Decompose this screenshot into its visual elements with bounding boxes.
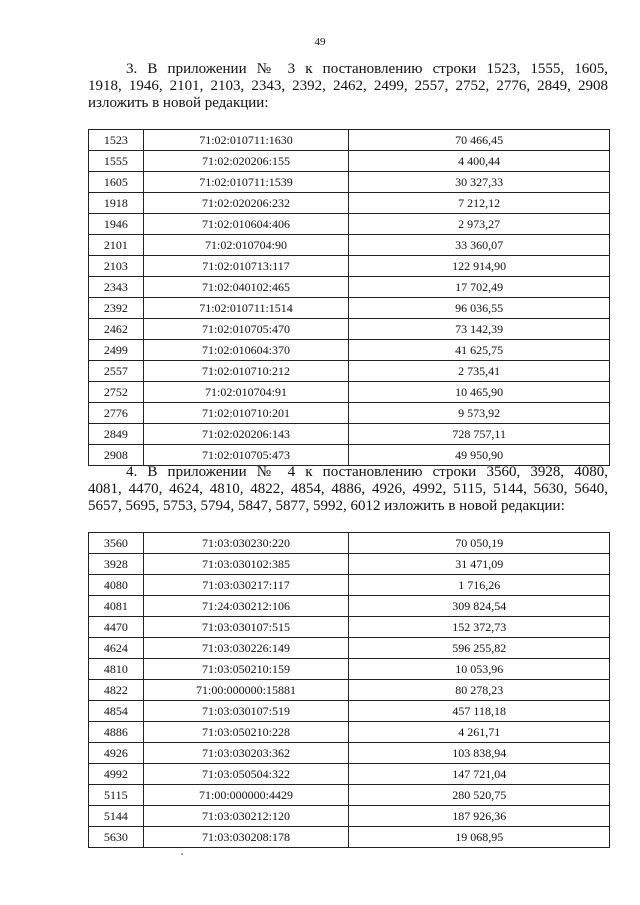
row-number-cell: 4810 [89,659,144,680]
table-row [89,617,610,638]
section-4-paragraph [88,464,608,515]
cadastral-number-cell: 71:02:010705:470 [143,319,349,340]
table-row [89,596,610,617]
section-3-table [88,129,610,466]
cadastral-number-cell: 71:03:030203:362 [143,743,349,764]
cadastral-number-cell: 71:03:050210:159 [143,659,349,680]
row-number-cell: 3928 [89,554,144,575]
row-number-cell: 2392 [89,298,144,319]
value-cell: 103 838,94 [349,743,610,764]
value-cell: 31 471,09 [349,554,610,575]
table-row [89,554,610,575]
row-number-cell: 4992 [89,764,144,785]
row-number-cell: 5630 [89,827,144,848]
value-cell: 96 036,55 [349,298,610,319]
table-row [89,533,610,554]
table-row [89,151,610,172]
section-3-line-1: 3. В приложении № 3 к постановлению строки 1523, 1555, 1605, [126,61,608,77]
row-number-cell: 4886 [89,722,144,743]
table-row [89,743,610,764]
row-number-cell: 2343 [89,277,144,298]
table-row [89,172,610,193]
cadastral-number-cell: 71:00:000000:4429 [143,785,349,806]
cadastral-number-cell: 71:03:030212:120 [143,806,349,827]
cadastral-number-cell: 71:02:010604:370 [143,340,349,361]
table-row [89,445,610,466]
value-cell: 49 950,90 [349,445,610,466]
row-number-cell: 2103 [89,256,144,277]
row-number-cell: 1523 [89,130,144,151]
value-cell: 2 973,27 [349,214,610,235]
section-4-line-1: 4. В приложении № 4 к постановлению строки 3560, 3928, 4080, [126,464,608,480]
row-number-cell: 2557 [89,361,144,382]
cadastral-number-cell: 71:02:010710:212 [143,361,349,382]
section-3-line-2: 1918, 1946, 2101, 2103, 2343, 2392, 2462, 2499, 2557, 2752, 2776, 2849, 2908 [88,78,608,94]
row-number-cell: 2752 [89,382,144,403]
table-row [89,722,610,743]
value-cell: 728 757,11 [349,424,610,445]
table-row [89,130,610,151]
section-4-table [88,532,610,848]
cadastral-number-cell: 71:03:030208:178 [143,827,349,848]
row-number-cell: 4470 [89,617,144,638]
value-cell: 33 360,07 [349,235,610,256]
value-cell: 30 327,33 [349,172,610,193]
value-cell: 10 053,96 [349,659,610,680]
row-number-cell: 4926 [89,743,144,764]
cadastral-number-cell: 71:00:000000:15881 [143,680,349,701]
cadastral-number-cell: 71:02:010711:1630 [143,130,349,151]
value-cell: 10 465,90 [349,382,610,403]
row-number-cell: 4822 [89,680,144,701]
table-row [89,680,610,701]
value-cell: 73 142,39 [349,319,610,340]
value-cell: 596 255,82 [349,638,610,659]
table-row [89,403,610,424]
cadastral-number-cell: 71:02:020206:155 [143,151,349,172]
cadastral-number-cell: 71:03:030107:515 [143,617,349,638]
table-row [89,298,610,319]
table-row [89,340,610,361]
table-row [89,701,610,722]
table-row [89,193,610,214]
table-row [89,659,610,680]
row-number-cell: 2849 [89,424,144,445]
table-row [89,785,610,806]
table-row [89,575,610,596]
cadastral-number-cell: 71:03:030230:220 [143,533,349,554]
row-number-cell: 2101 [89,235,144,256]
value-cell: 70 466,45 [349,130,610,151]
row-number-cell: 2499 [89,340,144,361]
row-number-cell: 5144 [89,806,144,827]
row-number-cell: 4624 [89,638,144,659]
row-number-cell: 2908 [89,445,144,466]
cadastral-number-cell: 71:02:010710:201 [143,403,349,424]
value-cell: 122 914,90 [349,256,610,277]
table-row [89,361,610,382]
row-number-cell: 1555 [89,151,144,172]
page-number: 49 [314,36,326,48]
cadastral-number-cell: 71:03:050210:228 [143,722,349,743]
table-row [89,319,610,340]
value-cell: 41 625,75 [349,340,610,361]
value-cell: 70 050,19 [349,533,610,554]
value-cell: 80 278,23 [349,680,610,701]
table-row [89,214,610,235]
row-number-cell: 4081 [89,596,144,617]
value-cell: 280 520,75 [349,785,610,806]
value-cell: 2 735,41 [349,361,610,382]
value-cell: 309 824,54 [349,596,610,617]
section-4-line-2: 4081, 4470, 4624, 4810, 4822, 4854, 4886, 4926, 4992, 5115, 5144, 5630, 5640, [88,481,608,497]
scan-speck [181,853,183,855]
value-cell: 4 261,71 [349,722,610,743]
table-row [89,806,610,827]
value-cell: 7 212,12 [349,193,610,214]
cadastral-number-cell: 71:02:010704:90 [143,235,349,256]
value-cell: 1 716,26 [349,575,610,596]
table-row [89,638,610,659]
row-number-cell: 1918 [89,193,144,214]
section-4-line-3: 5657, 5695, 5753, 5794, 5847, 5877, 5992, 6012 изложить в новой редакции: [88,498,565,514]
table-row [89,382,610,403]
cadastral-number-cell: 71:24:030212:106 [143,596,349,617]
section-3-paragraph [88,61,608,112]
value-cell: 187 926,36 [349,806,610,827]
table-row [89,827,610,848]
row-number-cell: 4854 [89,701,144,722]
row-number-cell: 1946 [89,214,144,235]
cadastral-number-cell: 71:03:030217:117 [143,575,349,596]
cadastral-number-cell: 71:02:010704:91 [143,382,349,403]
table-row [89,277,610,298]
section-3-line-3: изложить в новой редакции: [88,95,269,111]
cadastral-number-cell: 71:03:030107:519 [143,701,349,722]
cadastral-number-cell: 71:03:050504:322 [143,764,349,785]
table-row [89,424,610,445]
value-cell: 147 721,04 [349,764,610,785]
row-number-cell: 2776 [89,403,144,424]
row-number-cell: 2462 [89,319,144,340]
cadastral-number-cell: 71:03:030102:385 [143,554,349,575]
value-cell: 4 400,44 [349,151,610,172]
value-cell: 19 068,95 [349,827,610,848]
table-row [89,764,610,785]
cadastral-number-cell: 71:02:010711:1539 [143,172,349,193]
value-cell: 152 372,73 [349,617,610,638]
cadastral-number-cell: 71:02:040102:465 [143,277,349,298]
cadastral-number-cell: 71:02:010713:117 [143,256,349,277]
row-number-cell: 3560 [89,533,144,554]
cadastral-number-cell: 71:02:010604:406 [143,214,349,235]
table-row [89,235,610,256]
cadastral-number-cell: 71:03:030226:149 [143,638,349,659]
value-cell: 17 702,49 [349,277,610,298]
value-cell: 9 573,92 [349,403,610,424]
value-cell: 457 118,18 [349,701,610,722]
cadastral-number-cell: 71:02:010705:473 [143,445,349,466]
cadastral-number-cell: 71:02:020206:232 [143,193,349,214]
row-number-cell: 4080 [89,575,144,596]
row-number-cell: 5115 [89,785,144,806]
row-number-cell: 1605 [89,172,144,193]
table-row [89,256,610,277]
cadastral-number-cell: 71:02:020206:143 [143,424,349,445]
cadastral-number-cell: 71:02:010711:1514 [143,298,349,319]
